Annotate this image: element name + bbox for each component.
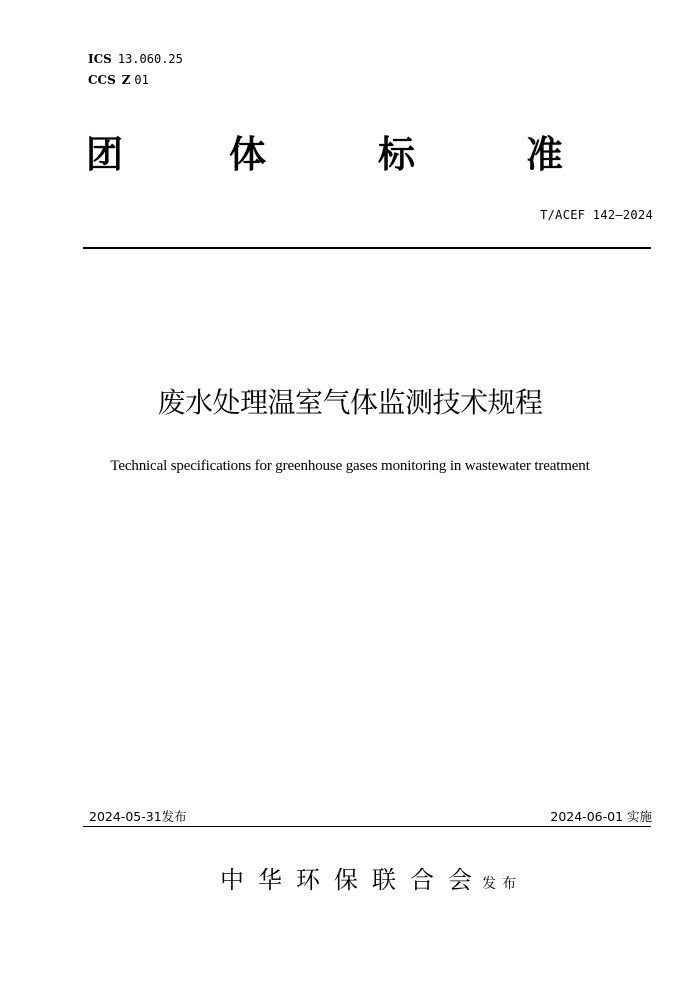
publisher-name: 中华环保联合会 (220, 866, 486, 894)
standard-number: T/ACEF 142—2024 (540, 208, 653, 222)
implementation-date: 2024-06-01 实施 (550, 809, 652, 824)
standard-type-char: 体 (229, 133, 266, 176)
issue-date: 2024-05-31发布 (89, 809, 187, 824)
standard-type-char: 标 (378, 133, 415, 176)
ccs-code (88, 73, 149, 87)
document-title-zh: 废水处理温室气体监测技术规程 (157, 386, 543, 419)
ics-value: 13.060.25 (117, 52, 183, 66)
publisher-suffix: 发布 (482, 876, 522, 892)
ics-label: ICS (88, 52, 112, 66)
ccs-label: CCS (88, 73, 116, 87)
standard-type-heading (80, 133, 580, 177)
standard-type-char: 团 (86, 133, 123, 176)
document-title-en: Technical specifications for greenhouse gases monitoring in wastewater treatment (110, 458, 590, 474)
bottom-divider (83, 826, 651, 827)
ics-code (88, 52, 183, 66)
ccs-z: Z (121, 73, 131, 87)
top-divider (83, 247, 651, 249)
standard-type-char: 准 (526, 133, 563, 176)
ccs-value: 01 (134, 73, 149, 87)
publisher-line (220, 860, 522, 895)
